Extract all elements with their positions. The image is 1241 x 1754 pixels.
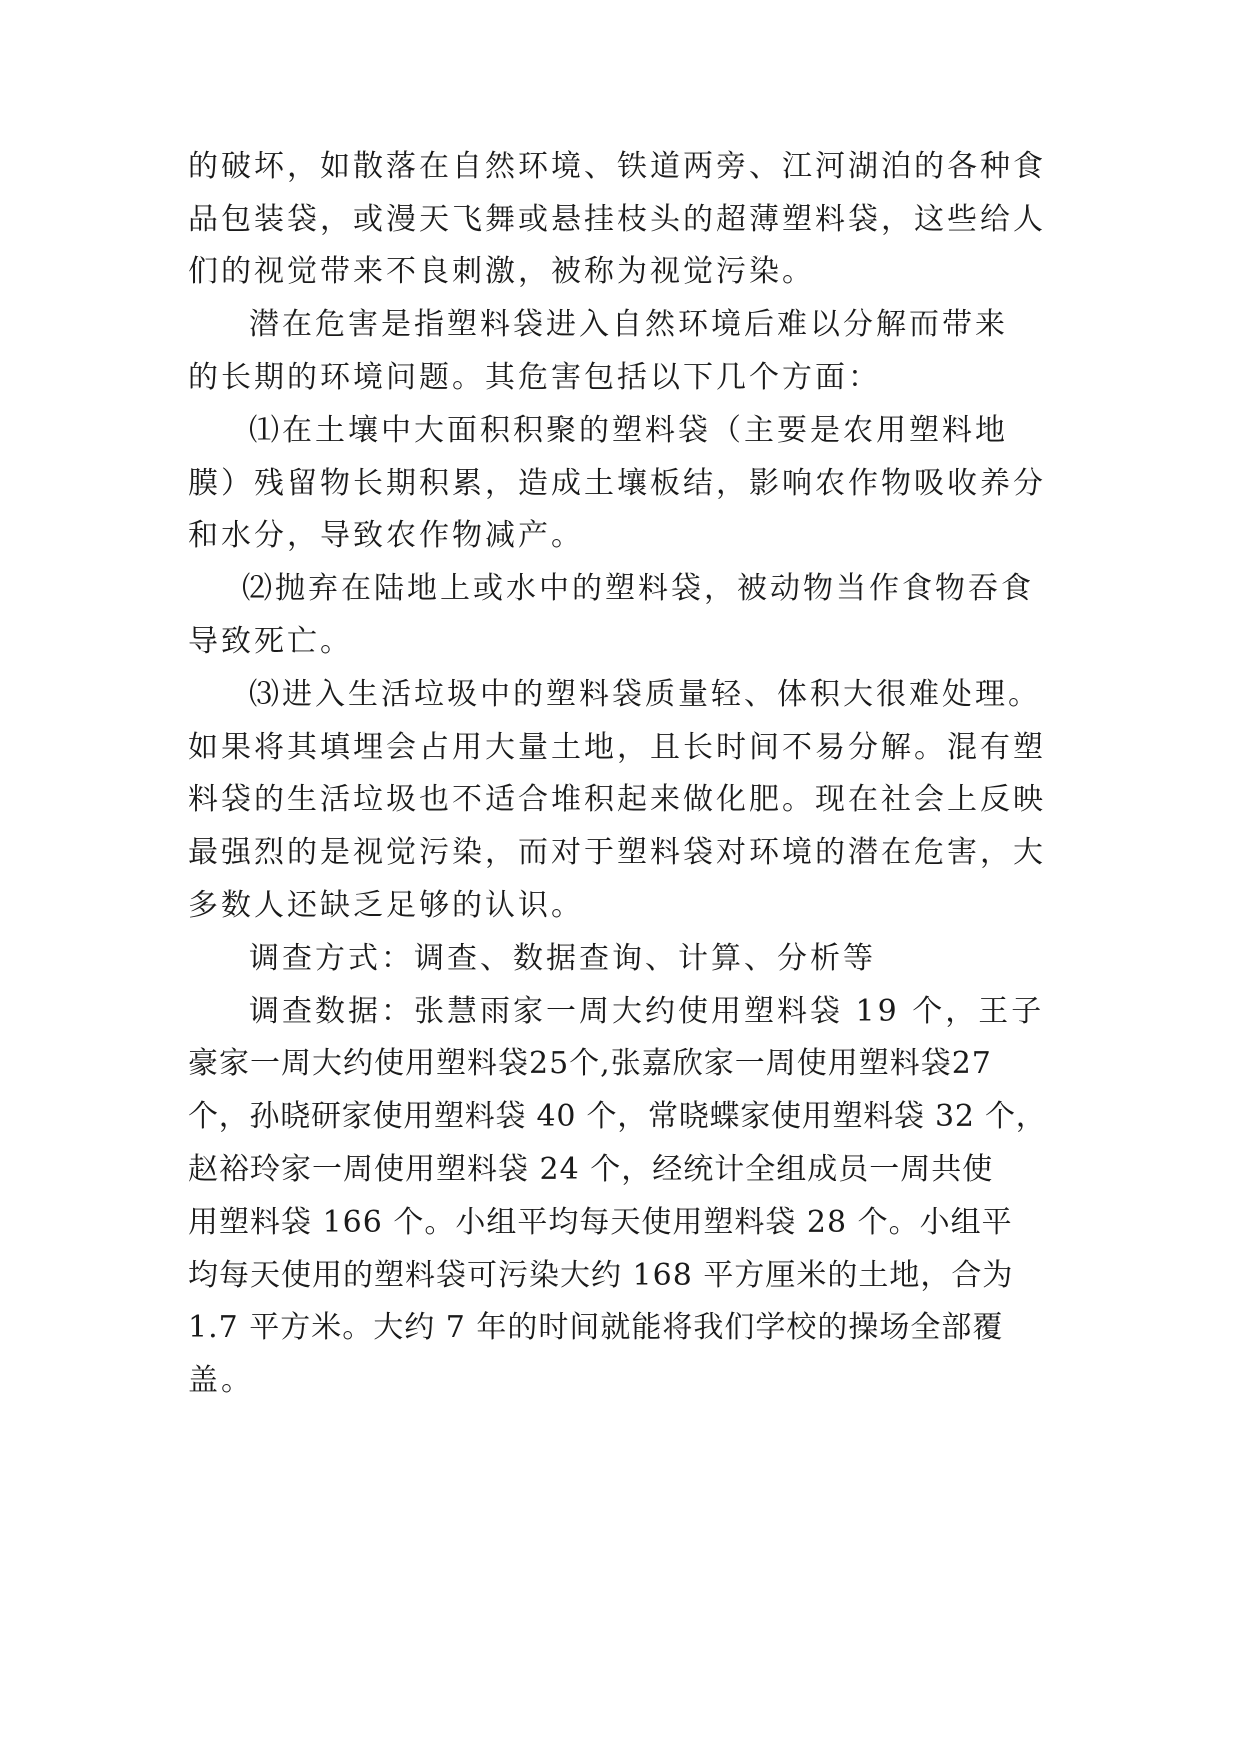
paragraph-1-line-1: 的破坏，如散落在自然环境、铁道两旁、江河湖泊的各种食 <box>188 149 1046 184</box>
paragraph-7-line-4: 赵裕玲家一周使用塑料袋 24 个，经统计全组成员一周共使 <box>188 1152 994 1187</box>
paragraph-5-line-5: 多数人还缺乏足够的认识。 <box>188 888 584 923</box>
paragraph-7-line-7: 1.7 平方米。大约 7 年的时间就能将我们学校的操场全部覆 <box>188 1310 1004 1345</box>
paragraph-3-line-2: 膜）残留物长期积累，造成土壤板结，影响农作物吸收养分 <box>188 466 1046 501</box>
paragraph-5-line-3: 料袋的生活垃圾也不适合堆积起来做化肥。现在社会上反映 <box>188 782 1046 817</box>
paragraph-7-line-1: 调查数据：张慧雨家一周大约使用塑料袋 19 个，王子 <box>249 994 1045 1029</box>
paragraph-4-line-2: 导致死亡。 <box>188 624 353 659</box>
paragraph-7-line-3: 个，孙晓研家使用塑料袋 40 个，常晓蝶家使用塑料袋 32 个， <box>188 1099 1047 1134</box>
paragraph-3-line-3: 和水分，导致农作物减产。 <box>188 518 584 553</box>
paragraph-7-line-8: 盖。 <box>188 1363 254 1398</box>
paragraph-2-line-2: 的长期的环境问题。其危害包括以下几个方面： <box>188 360 881 395</box>
paragraph-1-line-3: 们的视觉带来不良刺激，被称为视觉污染。 <box>188 254 815 289</box>
paragraph-4-line-1: ⑵抛弃在陆地上或水中的塑料袋，被动物当作食物吞食 <box>242 571 1034 606</box>
paragraph-5-line-2: 如果将其填埋会占用大量土地，且长时间不易分解。混有塑 <box>188 730 1046 765</box>
paragraph-5-line-1: ⑶进入生活垃圾中的塑料袋质量轻、体积大很难处理。 <box>249 677 1041 712</box>
paragraph-7-line-5: 用塑料袋 166 个。小组平均每天使用塑料袋 28 个。小组平 <box>188 1205 1013 1240</box>
paragraph-5-line-4: 最强烈的是视觉污染，而对于塑料袋对环境的潜在危害，大 <box>188 835 1046 870</box>
paragraph-6-line-1: 调查方式：调查、数据查询、计算、分析等 <box>249 941 876 976</box>
paragraph-1-line-2: 品包装袋，或漫天飞舞或悬挂枝头的超薄塑料袋，这些给人 <box>188 202 1046 237</box>
paragraph-2-line-1: 潜在危害是指塑料袋进入自然环境后难以分解而带来 <box>249 307 1008 342</box>
paragraph-7-line-6: 均每天使用的塑料袋可污染大约 168 平方厘米的土地，合为 <box>188 1258 1014 1293</box>
paragraph-3-line-1: ⑴在土壤中大面积积聚的塑料袋（主要是农用塑料地 <box>249 413 1008 448</box>
paragraph-7-line-2: 豪家一周大约使用塑料袋25个,张嘉欣家一周使用塑料袋27 <box>188 1046 992 1081</box>
